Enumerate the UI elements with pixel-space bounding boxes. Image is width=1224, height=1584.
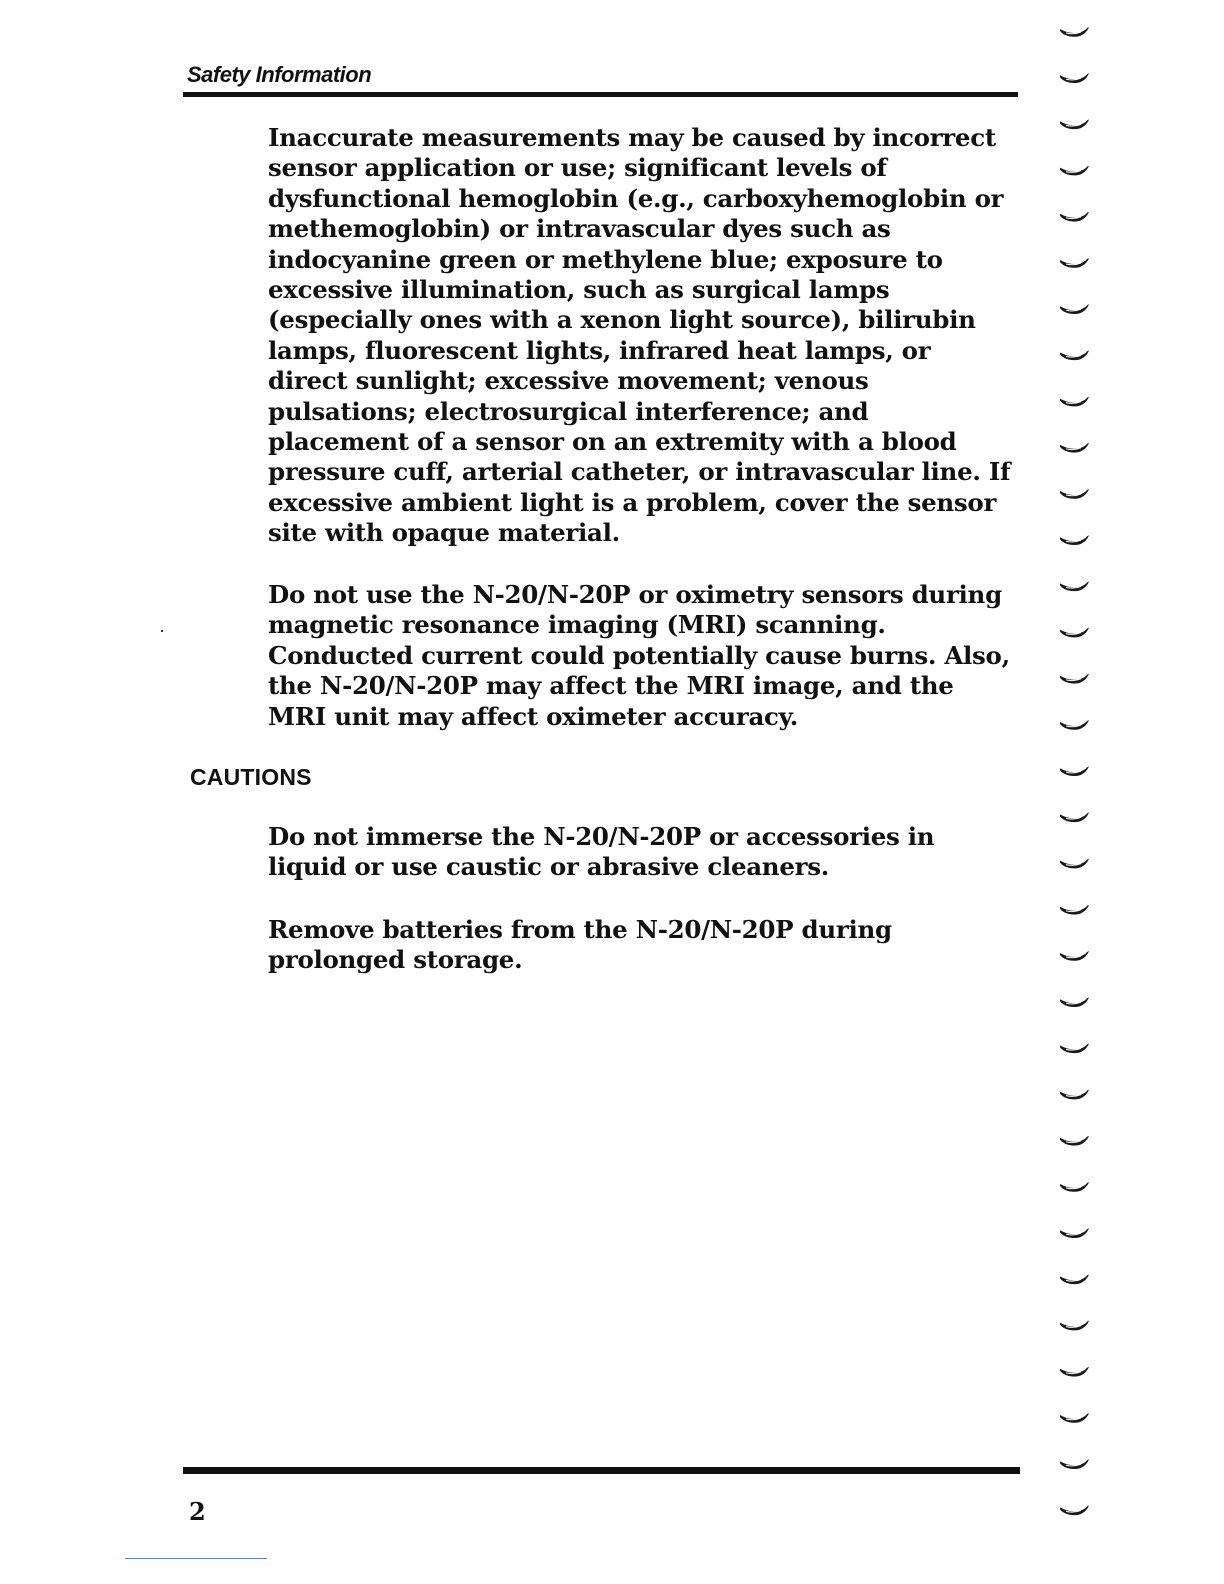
binding-ring xyxy=(1060,304,1089,314)
footer-rule xyxy=(183,1467,1020,1474)
caution-paragraph-immerse: Do not immerse the N-20/N-20P or accessories in liquid or use caustic or abrasive cleaners. xyxy=(268,822,935,882)
cautions-heading: CAUTIONS xyxy=(190,764,312,790)
binding-ring xyxy=(1060,535,1089,545)
binding-ring xyxy=(1060,443,1089,453)
page-number: 2 xyxy=(189,1497,206,1526)
binding-ring xyxy=(1060,1090,1089,1100)
spiral-binding xyxy=(1058,15,1094,1575)
binding-ring xyxy=(1060,1413,1089,1423)
section-title: Safety Information xyxy=(187,62,372,87)
binding-ring xyxy=(1060,27,1089,37)
binding-ring xyxy=(1060,951,1089,961)
binding-ring xyxy=(1060,489,1089,499)
caution-paragraph-batteries: Remove batteries from the N-20/N-20P during prolonged storage. xyxy=(268,915,892,975)
warning-paragraph-measurements: Inaccurate measurements may be caused by incorrect sensor application or use; significant levels of dysfunctional hemoglobin (e.g., carboxyhemoglobin or methemoglobin) or intravascular dyes such as indocyanine green or methylene blue; exposure to excessive illumination, such as surgical lamps (especially ones with a xenon light source), bilirubin lamps, fluorescent lights, infrared heat lamps, or direct sunlight; excessive movement; venous pulsations; electrosurgical interference; and placement of a sensor on an extremity with a blood pressure cuff, arterial catheter, or intravascular line. If excessive ambient light is a problem, cover the sensor site with opaque material. xyxy=(268,123,1011,548)
binding-ring xyxy=(1060,720,1089,730)
binding-ring xyxy=(1060,1136,1089,1146)
binding-ring xyxy=(1060,166,1089,176)
binding-ring xyxy=(1060,350,1089,360)
binding-ring xyxy=(1060,674,1089,684)
binding-ring xyxy=(1060,1367,1089,1377)
binding-ring xyxy=(1060,212,1089,222)
binding-ring xyxy=(1060,859,1089,869)
binding-ring xyxy=(1060,997,1089,1007)
binding-ring xyxy=(1060,1043,1089,1053)
binding-ring xyxy=(1060,1182,1089,1192)
binding-ring xyxy=(1060,1321,1089,1331)
binding-ring xyxy=(1060,119,1089,129)
binding-ring xyxy=(1060,1459,1089,1469)
binding-ring xyxy=(1060,1228,1089,1238)
binding-ring xyxy=(1060,258,1089,268)
header-rule xyxy=(183,92,1018,97)
warning-paragraph-mri: Do not use the N-20/N-20P or oximetry sensors during magnetic resonance imaging (MRI) scanning. Conducted current could potentially cause burns. Also, the N-20/N-20P may affect the MRI image, and the MRI unit may affect oximeter accuracy. xyxy=(268,580,1010,731)
binding-ring xyxy=(1060,1274,1089,1284)
binding-ring xyxy=(1060,1505,1089,1515)
binding-ring xyxy=(1060,812,1089,822)
binding-ring xyxy=(1060,628,1089,638)
binding-ring xyxy=(1060,73,1089,83)
scan-speck xyxy=(161,630,163,632)
binding-ring xyxy=(1060,581,1089,591)
scan-underline-mark xyxy=(125,1558,267,1559)
binding-ring xyxy=(1060,397,1089,407)
binding-ring xyxy=(1060,905,1089,915)
binding-ring xyxy=(1060,766,1089,776)
